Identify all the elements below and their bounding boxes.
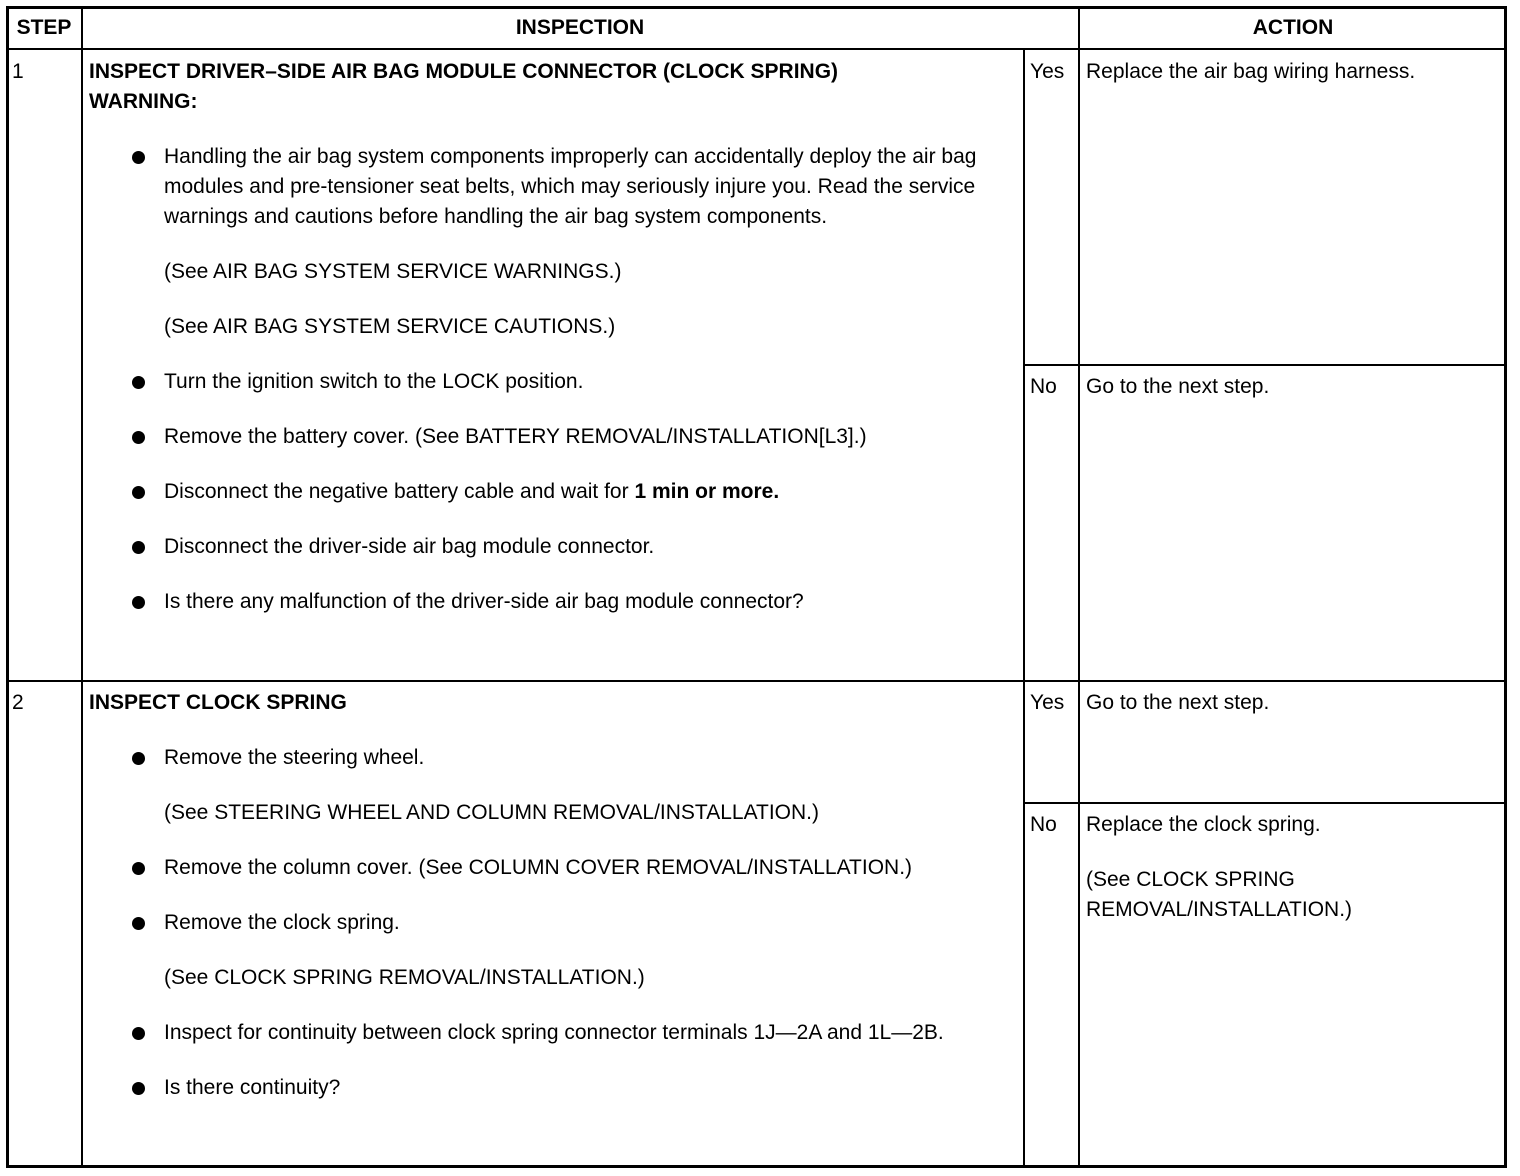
header-inspection: INSPECTION xyxy=(515,16,645,39)
item-text: Inspect for continuity between clock spring connector terminals 1J—2A and 1L—2B. xyxy=(164,1021,944,1044)
reference-text xyxy=(89,312,1019,342)
divider xyxy=(1023,49,1025,1168)
item-text: Remove the battery cover. (See BATTERY REMOVAL/INSTALLATION[L3].) xyxy=(164,425,867,448)
yes-label: Yes xyxy=(1030,60,1065,83)
step-title: INSPECT DRIVER–SIDE AIR BAG MODULE CONNECTOR (CLOCK SPRING) xyxy=(89,60,839,83)
bullet-icon xyxy=(132,376,145,389)
action-text: Replace the clock spring. xyxy=(1086,813,1321,836)
bullet-icon xyxy=(132,862,145,875)
bullet-item xyxy=(89,477,1019,507)
reference-text xyxy=(89,257,1019,287)
bullet-icon xyxy=(132,752,145,765)
divider xyxy=(1078,6,1080,1168)
item-text: (See AIR BAG SYSTEM SERVICE WARNINGS.) xyxy=(164,260,622,283)
item-text: (See AIR BAG SYSTEM SERVICE CAUTIONS.) xyxy=(164,315,616,338)
inspection-content xyxy=(89,57,1019,642)
bullet-item xyxy=(89,1018,1019,1048)
step-title: INSPECT CLOCK SPRING xyxy=(89,691,347,714)
item-text: Turn the ignition switch to the LOCK position. xyxy=(164,370,584,393)
item-text: Is there continuity? xyxy=(164,1076,341,1099)
no-action xyxy=(1086,810,1501,950)
action-text: (See CLOCK SPRING REMOVAL/INSTALLATION.) xyxy=(1086,868,1353,921)
bullet-icon xyxy=(132,1082,145,1095)
item-text: (See CLOCK SPRING REMOVAL/INSTALLATION.) xyxy=(164,966,645,989)
no-label: No xyxy=(1030,375,1057,398)
reference-text xyxy=(89,963,1019,993)
item-text: Handling the air bag system components improperly can accidentally deploy the air bag modules and pre-tensioner seat belts, which may seriously injure you. Read the service warnings and cautions before handling the air bag system components. xyxy=(164,145,977,228)
bullet-icon xyxy=(132,917,145,930)
bullet-item xyxy=(89,1073,1019,1103)
step-number: 2 xyxy=(12,691,24,714)
divider xyxy=(1024,802,1507,804)
bullet-icon xyxy=(132,541,145,554)
bullet-icon xyxy=(132,431,145,444)
bullet-item xyxy=(89,908,1019,938)
step-title: WARNING: xyxy=(89,90,198,113)
no-action xyxy=(1086,372,1501,427)
action-text: Replace the air bag wiring harness. xyxy=(1086,60,1416,83)
step-number: 1 xyxy=(12,60,24,83)
bullet-item xyxy=(89,367,1019,397)
divider xyxy=(1024,364,1507,366)
yes-action xyxy=(1086,57,1501,112)
item-text: (See STEERING WHEEL AND COLUMN REMOVAL/INSTALLATION.) xyxy=(164,801,820,824)
bullet-item xyxy=(89,532,1019,562)
divider xyxy=(6,48,1507,50)
yes-action xyxy=(1086,688,1501,743)
yes-label: Yes xyxy=(1030,691,1065,714)
item-text: Remove the clock spring. xyxy=(164,911,400,934)
header-step: STEP xyxy=(16,16,72,39)
divider xyxy=(81,6,83,1168)
bullet-icon xyxy=(132,596,145,609)
action-text: Go to the next step. xyxy=(1086,691,1270,714)
item-text: Disconnect the negative battery cable and wait for xyxy=(164,480,635,503)
action-text: Go to the next step. xyxy=(1086,375,1270,398)
bullet-item xyxy=(89,743,1019,773)
item-text: Disconnect the driver-side air bag module connector. xyxy=(164,535,655,558)
bullet-item xyxy=(89,142,1019,232)
bullet-item xyxy=(89,422,1019,452)
bullet-icon xyxy=(132,1027,145,1040)
item-emphasis: 1 min or more. xyxy=(634,480,780,503)
inspection-content xyxy=(89,688,1019,1128)
bullet-item xyxy=(89,587,1019,617)
divider xyxy=(6,680,1507,682)
no-label: No xyxy=(1030,813,1057,836)
bullet-icon xyxy=(132,486,145,499)
bullet-item xyxy=(89,853,1019,883)
bullet-icon xyxy=(132,151,145,164)
item-text: Remove the steering wheel. xyxy=(164,746,425,769)
reference-text xyxy=(89,798,1019,828)
header-action: ACTION xyxy=(1252,16,1334,39)
item-text: Remove the column cover. (See COLUMN COVER REMOVAL/INSTALLATION.) xyxy=(164,856,913,879)
item-text: Is there any malfunction of the driver-side air bag module connector? xyxy=(164,590,804,613)
